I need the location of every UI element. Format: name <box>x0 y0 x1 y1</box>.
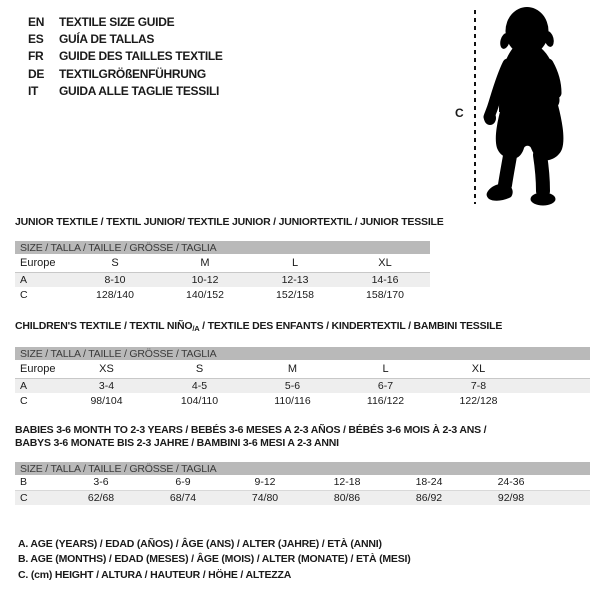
value-cell: 110/116 <box>274 394 311 407</box>
babies-title-line2: BABYS 3-6 MONATE BIS 2-3 JAHRE / BAMBINI 3-6 MESI A 2-3 ANNI <box>15 437 339 449</box>
value-cell: 12-13 <box>250 272 340 287</box>
height-label-c: C <box>455 106 464 120</box>
footnote-b: B. AGE (MONTHS) / EDAD (MESES) / ÂGE (MOIS) / ALTER (MONATE) / ETÀ (MESI) <box>18 553 411 566</box>
babies-size-table <box>15 424 590 505</box>
lang-title: GUÍA DE TALLAS <box>59 32 155 47</box>
lang-row-de <box>28 65 223 82</box>
toddler-silhouette-icon <box>480 0 600 215</box>
value-cell: 68/74 <box>142 490 224 505</box>
lang-title: TEXTILGRÖßENFÜHRUNG <box>59 66 206 81</box>
filler-cell <box>525 393 590 408</box>
language-title-list <box>28 13 223 100</box>
size-header-bar <box>15 462 590 475</box>
lang-code: DE <box>28 66 45 81</box>
filler-cell <box>525 378 590 393</box>
column-header-cell: XS <box>60 360 153 378</box>
filler-cell <box>525 360 590 378</box>
height-measure-figure <box>440 0 600 215</box>
row-label: C <box>15 490 60 505</box>
row-label: A <box>15 378 60 393</box>
value-cell: 158/170 <box>366 288 404 301</box>
size-header-label: SIZE / TALLA / TAILLE / GRÖSSE / TAGLIA <box>15 347 590 360</box>
lang-code: EN <box>28 14 45 29</box>
filler-cell <box>552 490 590 505</box>
region-cell: Europe <box>15 360 60 378</box>
table-row-c <box>15 490 590 505</box>
value-cell: 8-10 <box>70 272 160 287</box>
value-cell: 4-5 <box>153 378 246 393</box>
size-header-label: SIZE / TALLA / TAILLE / GRÖSSE / TAGLIA <box>15 462 590 475</box>
lang-code: ES <box>28 32 44 47</box>
lang-title: GUIDA ALLE TAGLIE TESSILI <box>59 84 220 99</box>
value-cell: 10-12 <box>160 272 250 287</box>
babies-table-title <box>15 424 590 450</box>
row-label: A <box>15 272 70 287</box>
filler-cell <box>552 475 590 490</box>
value-cell: 7-8 <box>432 378 525 393</box>
children-table <box>15 347 590 408</box>
children-title-text: CHILDREN'S TEXTILE / TEXTIL NIÑO <box>15 320 193 332</box>
lang-row-it <box>28 83 223 100</box>
value-cell: 98/104 <box>90 394 123 407</box>
legend-footnotes <box>18 537 411 583</box>
value-cell: 3-4 <box>60 378 153 393</box>
value-cell: 6-7 <box>339 378 432 393</box>
size-header-bar <box>15 347 590 360</box>
column-header-cell: XL <box>432 360 525 378</box>
row-label: B <box>15 475 60 490</box>
lang-code: FR <box>28 49 44 64</box>
value-cell: 80/86 <box>306 490 388 505</box>
value-cell: 18-24 <box>388 475 470 490</box>
value-cell: 122/128 <box>459 394 498 407</box>
value-cell: 6-9 <box>142 475 224 490</box>
row-label: C <box>20 288 28 301</box>
column-header-row <box>15 360 590 378</box>
column-header-cell: M <box>160 254 250 272</box>
value-cell: 24-36 <box>470 475 552 490</box>
children-table-title <box>15 320 590 335</box>
lang-title: TEXTILE SIZE GUIDE <box>59 14 175 29</box>
junior-table <box>15 241 430 302</box>
value-cell: 140/152 <box>186 288 224 301</box>
size-header-label: SIZE / TALLA / TAILLE / GRÖSSE / TAGLIA <box>15 241 430 254</box>
babies-table <box>15 462 590 505</box>
region-cell: Europe <box>15 254 70 272</box>
table-row-c <box>15 287 430 302</box>
value-cell: 128/140 <box>96 288 134 301</box>
value-cell: 9-12 <box>224 475 306 490</box>
table-row-b <box>15 475 590 490</box>
lang-code: IT <box>28 84 39 99</box>
lang-row-en <box>28 13 223 30</box>
column-header-cell: M <box>246 360 339 378</box>
value-cell: 152/158 <box>276 288 314 301</box>
table-row-c <box>15 393 590 408</box>
table-row-a <box>15 272 430 287</box>
footnote-c: C. (cm) HEIGHT / ALTURA / HAUTEUR / HÖHE / ALTEZZA <box>18 568 292 581</box>
junior-size-table <box>15 216 444 302</box>
column-header-cell: S <box>153 360 246 378</box>
children-size-table <box>15 320 590 408</box>
value-cell: 5-6 <box>246 378 339 393</box>
height-dashed-line <box>474 10 476 204</box>
footnote-a: A. AGE (YEARS) / EDAD (AÑOS) / ÂGE (ANS) / ALTER (JAHRE) / ETÀ (ANNI) <box>18 538 382 550</box>
column-header-cell: L <box>339 360 432 378</box>
value-cell: 14-16 <box>340 272 430 287</box>
children-title-text: / TEXTILE DES ENFANTS / KINDERTEXTIL / BAMBINI TESSILE <box>199 320 503 332</box>
table-row-a <box>15 378 590 393</box>
size-header-bar <box>15 241 430 254</box>
value-cell: 3-6 <box>60 475 142 490</box>
value-cell: 116/122 <box>366 394 405 407</box>
junior-table-title: JUNIOR TEXTILE / TEXTIL JUNIOR/ TEXTILE JUNIOR / JUNIORTEXTIL / JUNIOR TESSILE <box>15 216 444 228</box>
value-cell: 62/68 <box>60 490 142 505</box>
lang-title: GUIDE DES TAILLES TEXTILE <box>59 49 223 64</box>
row-label: C <box>20 394 28 407</box>
column-header-row <box>15 254 430 272</box>
value-cell: 92/98 <box>470 490 552 505</box>
lang-row-es <box>28 30 223 47</box>
babies-title-line1: BABIES 3-6 MONTH TO 2-3 YEARS / BEBÉS 3-6 MESES A 2-3 AÑOS / BÉBÉS 3-6 MOIS À 2-3 ANS / <box>15 424 487 436</box>
column-header-cell: L <box>250 254 340 272</box>
value-cell: 104/110 <box>180 394 219 407</box>
value-cell: 74/80 <box>224 490 306 505</box>
value-cell: 12-18 <box>306 475 388 490</box>
column-header-cell: S <box>70 254 160 272</box>
column-header-cell: XL <box>340 254 430 272</box>
lang-row-fr <box>28 48 223 65</box>
children-title-subscript: /A <box>192 324 200 333</box>
value-cell: 86/92 <box>388 490 470 505</box>
